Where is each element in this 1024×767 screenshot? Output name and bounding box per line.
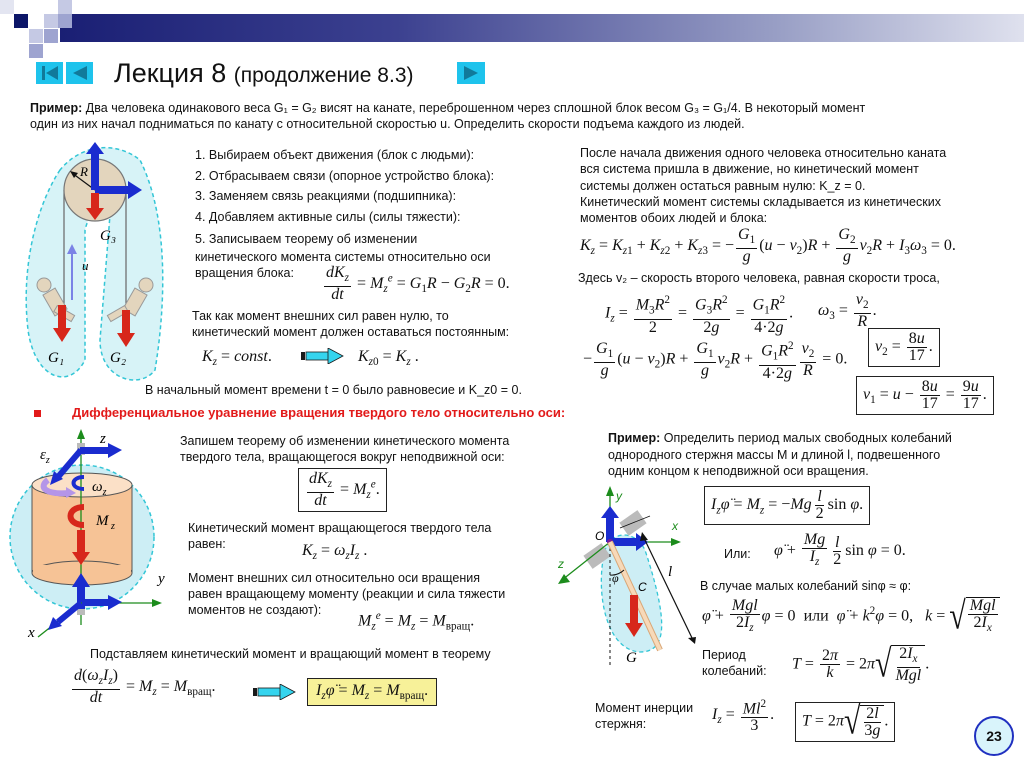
label-M: M $_z$ xyxy=(96,513,115,532)
right-line1: После начала движения одного человека относительно каната xyxy=(580,146,947,160)
right-line4: Кинетический момент системы складывается из кинетических xyxy=(580,194,941,209)
prev-slide-icon xyxy=(70,65,90,81)
label-l: l xyxy=(668,564,673,580)
label-G1: G₁ xyxy=(48,350,65,366)
result-v2: $v_2$ = $\frac{8u}{17}$ . xyxy=(875,330,933,364)
inertia-block-equation: $I_z$ = $\frac{M_3R^2}{2}$ = $\frac{G_3R^2}{2g}$ = $\frac{G_1R^2}{4\cdot 2g}$ . xyxy=(605,294,794,336)
period-equation: T = $\frac{2\pi}{k}$ = 2π √ $\frac{2I_x}{\text{Mgl}}$ . xyxy=(792,642,930,686)
header-decoration xyxy=(0,0,80,60)
reaction-top-arrow-icon xyxy=(108,443,122,458)
kz-const-equation: $K_z$ = const. xyxy=(202,348,272,369)
result-v1-box xyxy=(856,376,994,415)
example2-line3: одним концом к неподвижной оси вращения. xyxy=(608,464,869,478)
title-main: Лекция 8 xyxy=(114,58,227,88)
pulley-diagram xyxy=(0,140,180,400)
label-C: C xyxy=(638,580,647,594)
label-u: u xyxy=(82,258,89,273)
steps-list xyxy=(195,145,494,281)
label-O: O xyxy=(595,529,605,543)
right-line2: вся система пришла в движение, но кинетический момент xyxy=(580,162,919,177)
next-slide-button[interactable] xyxy=(457,62,485,84)
or-label: Или: xyxy=(724,547,751,561)
example1-line1: Два человека одинакового веса G₁ = G₂ висят на канате, переброшенном через сплошной блок весом G₃ = G₁/4. В некоторый момент xyxy=(85,101,866,115)
label-z-rod: z xyxy=(558,557,564,571)
or-equation: φ̈ + $\frac{Mg}{I_z}$ $\frac{l}{2}$ sin φ = 0. xyxy=(774,531,906,569)
rod-equation-box: $I_z\varphï = M_z = -Mg$ $\frac{l}{2}$ sin φ. xyxy=(704,486,870,525)
label-y: y xyxy=(158,571,165,587)
title-sub: (продолжение 8.3) xyxy=(233,64,414,87)
label-z: z xyxy=(100,431,106,447)
const-text xyxy=(192,308,509,340)
example1-line2: один из них начал подниматься по канату с относительной скоростью u. Определить скорости подъема каждого из людей. xyxy=(30,117,745,131)
step-5-cont: кинетического момента системы относительно оси xyxy=(195,250,491,264)
page-title xyxy=(114,56,414,93)
moment-equation: $M_z^e = M_z = M_{вращ}$. xyxy=(358,610,475,633)
rotation-equation-box: $I_z\varphï = M_z = M_{вращ}$. xyxy=(307,678,437,706)
page-number: 23 xyxy=(986,728,1002,744)
theorem-equation: $\frac{dK_z}{dt}$ = $M_z^e = G_1R - G_2R = 0$. xyxy=(326,264,510,304)
omega3-equation: $\omega_3$ = $\frac{v_2}{R}$ . xyxy=(818,291,877,331)
small-osc-equation: φ̈ + $\frac{\text{Mgl}}{2I_z}$ φ = 0 или φ̈ + $k^2\varphi = 0$, k = √ $\frac{\text{Mgl}}{2I_x}$ xyxy=(702,597,1000,636)
label-epsilon: $\varepsilon_z$ xyxy=(40,447,50,466)
inertia-label xyxy=(595,700,693,732)
const-line1: Так как момент внешних сил равен нулю, то xyxy=(192,309,449,323)
step-3: 3. Заменяем связь реакциями (подшипника): xyxy=(195,189,457,203)
right-explanation xyxy=(580,145,946,226)
final-period-box: T = 2π √ $\frac{2l}{3g}$ . xyxy=(795,702,895,742)
prev-slide-button[interactable] xyxy=(66,62,93,84)
example2-text xyxy=(608,430,952,480)
right-line5: моментов обоих людей и блока: xyxy=(580,211,768,226)
example1-text xyxy=(30,100,865,132)
section2-p1 xyxy=(180,433,509,465)
kz0-equation: $K_{z0} = K_z$ . xyxy=(358,348,419,369)
p3-line3: моментов не создают): xyxy=(188,603,322,617)
p3-line2: равен вращающему моменту (реакции и сила тяжести xyxy=(188,587,506,601)
header-gradient-bar xyxy=(60,14,1024,42)
label-G2: G₂ xyxy=(110,350,127,366)
vrasch-sub3: вращ xyxy=(399,690,425,703)
small-oscillation-text: В случае малых колебаний sinφ ≈ φ: xyxy=(700,579,912,593)
implies-arrow-icon xyxy=(300,348,344,364)
section2-p4: Подставляем кинетический момент и вращающий момент в теорему xyxy=(90,647,491,661)
first-slide-icon xyxy=(40,65,60,81)
ili-word: или xyxy=(803,607,829,625)
here-v2-text: Здесь v₂ – скорость второго человека, равная скорости троса, xyxy=(578,271,940,285)
period-label xyxy=(702,647,767,679)
example2-line1: Определить период малых свободных колебаний xyxy=(663,431,952,445)
rotating-body-diagram xyxy=(0,425,180,645)
p1-line1: Запишем теорему об изменении кинетического момента xyxy=(180,434,510,448)
kinetic-moment-equation: $K_z = \omega_zI_z$ . xyxy=(302,542,368,563)
next-slide-icon xyxy=(461,65,481,81)
theorem-box: $\frac{dK_z}{dt}$ = $M_z^e$. xyxy=(298,468,387,512)
const-line2: кинетический момент должен оставаться постоянным: xyxy=(192,325,510,339)
result-v1: $v_1 = u$ − $\frac{8u}{17}$ = $\frac{9u}{17}$ . xyxy=(863,378,987,412)
step-5-cont2: вращения блока: xyxy=(195,266,294,280)
substituted-equation: − $\frac{G_1}{g}$ $(u - v_2)R$ + $\frac{G_1}{g}$ $v_2R$ + $\frac{G_1R^2}{4\cdot 2g}$ $\frac{v_2}{R}$ = 0. xyxy=(583,339,848,382)
right-line3: системы должен остаться равным нулю: K_z = 0. xyxy=(580,178,866,193)
kz-sum-equation: $K_z = K_{z1} + K_{z2} + K_{z3}$ = − $\frac{G_1}{g}$ $(u - v_2)R$ + $\frac{G_2}{g}$ $v_2R + I_3\omega_3 = 0$. xyxy=(580,226,956,266)
step-2: 2. Отбрасываем связи (опорное устройство блока): xyxy=(195,168,495,183)
vrasch-sub2: вращ xyxy=(187,685,212,698)
label-R: R xyxy=(80,164,88,179)
example1-label: Пример: xyxy=(30,101,83,115)
rod-inertia-equation: $I_z$ = $\frac{Ml^2}{3}$ . xyxy=(712,698,775,735)
example2-label: Пример: xyxy=(608,431,661,445)
p1-line2: твердого тела, вращающегося вокруг неподвижной оси: xyxy=(180,450,505,464)
rod-pendulum-diagram xyxy=(550,480,710,670)
inertia-line1: Момент инерции xyxy=(595,701,694,715)
initial-condition-text: В начальный момент времени t = 0 было равновесие и K_z0 = 0. xyxy=(145,383,522,397)
p2-line1: Кинетический момент вращающегося твердого тела xyxy=(188,521,492,535)
label-G3: G₃ xyxy=(100,228,117,244)
label-omega: $\omega_z$ xyxy=(92,479,107,498)
substituted-theorem: $\frac{d(\omega_zI_z)}{dt}$ = $M_z = M_{вращ}$. xyxy=(74,667,216,707)
p2-line2: равен: xyxy=(188,537,226,551)
period-line2: колебаний: xyxy=(702,664,767,678)
step-1: 1. Выбираем объект движения (блок с людьми): xyxy=(195,148,475,162)
label-y-rod: y xyxy=(616,489,622,503)
step-5: 5. Записываем теорему об изменении xyxy=(195,232,418,246)
page-number-badge xyxy=(974,716,1014,756)
label-x-rod: x xyxy=(672,519,678,533)
first-slide-button[interactable] xyxy=(36,62,63,84)
step-4: 4. Добавляем активные силы (силы тяжести): xyxy=(195,209,461,224)
implies-arrow-2-icon xyxy=(252,684,296,700)
example2-line2: однородного стержня массы M и длиной l, подвешенного xyxy=(608,447,941,462)
p3-line1: Момент внешних сил относительно оси вращения xyxy=(188,571,480,585)
label-phi: φ xyxy=(612,571,619,585)
section-bullet xyxy=(34,410,41,417)
result-v2-box xyxy=(868,328,940,367)
section2-heading: Дифференциальное уравнение вращения твердого тело относительно оси: xyxy=(72,405,566,420)
label-G: G xyxy=(626,650,637,666)
vrasch-sub: вращ xyxy=(445,620,471,633)
label-x: x xyxy=(28,625,35,641)
inertia-line2: стержня: xyxy=(595,717,647,731)
period-line1: Период xyxy=(702,648,746,662)
